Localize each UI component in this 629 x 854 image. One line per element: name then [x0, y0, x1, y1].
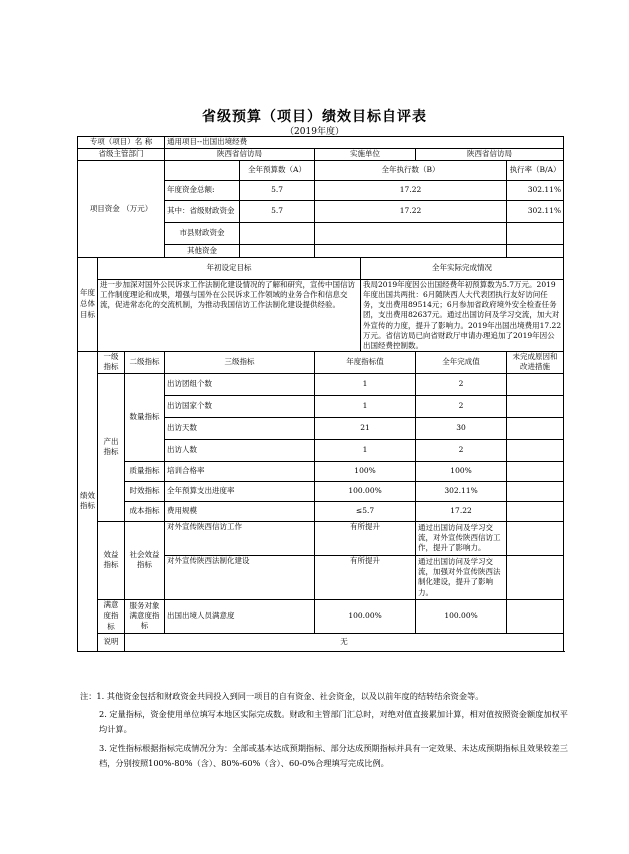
indicator-name: 出访国家个数: [165, 395, 315, 417]
evaluation-table: [77, 136, 564, 652]
impl-label: 实施单位: [315, 149, 416, 161]
indicator-name: 对外宣传陕西信访工作: [165, 521, 315, 555]
indicator-target: 1: [315, 373, 416, 395]
indicator-done: 100.00%: [416, 599, 507, 633]
table-row: [78, 521, 564, 555]
funds-row-rate: 302.11%: [507, 201, 564, 223]
funds-section-label: 项目资金 （万元）: [78, 161, 165, 258]
social-indicator-label: 社会效益指标: [125, 521, 165, 599]
indicator-done-header: 全年完成值: [416, 351, 507, 373]
quantity-indicator-label: 数量指标: [125, 373, 165, 461]
indicators-header-row: [78, 351, 564, 373]
indicator-level2-header: 二级指标: [125, 351, 165, 373]
indicators-section-label: 绩效指标: [78, 351, 98, 651]
indicator-done: 302.11%: [416, 481, 507, 501]
funds-row-exec: [315, 223, 507, 245]
page-title: 省级预算（项目）绩效目标自评表: [202, 109, 427, 125]
funds-row-budget: [240, 245, 315, 258]
goals-header-row: [78, 258, 564, 280]
funds-col-exec: 全年执行数（B）: [315, 161, 507, 181]
output-indicator-label: 产出指标: [98, 373, 125, 521]
note-item: 注：1. 其他资金包括和财政资金共同投入到同一项目的自有资金、社会资金，以及以前年度的结转结余资金等。: [80, 691, 484, 701]
indicator-reason-header: 未完成原因和改进措施: [507, 351, 564, 373]
indicator-done: 30: [416, 417, 507, 439]
funds-col-budget: 全年预算数（A）: [240, 161, 315, 181]
indicator-done: 2: [416, 395, 507, 417]
goals-text-row: [78, 280, 564, 352]
project-name-value: 通用项目--出国出境经费: [165, 137, 564, 149]
dept-value: 陕西省信访局: [165, 149, 315, 161]
indicator-done: 17.22: [416, 501, 507, 521]
funds-row-label: 其他资金: [165, 245, 240, 258]
indicator-level1-header: 一级指标: [98, 351, 125, 373]
indicator-target: 100.00%: [315, 481, 416, 501]
indicator-name: 费用规模: [165, 501, 315, 521]
satisfaction-indicator-label: 满意度指标: [98, 599, 125, 633]
funds-row-label: 其中：省级财政资金: [165, 201, 240, 223]
funds-row-label: 市县财政资金: [165, 223, 240, 245]
indicator-name: 出访天数: [165, 417, 315, 439]
indicator-target: 21: [315, 417, 416, 439]
table-row: [78, 501, 564, 521]
note-item: 2. 定量指标，资金使用单位填写本地区实际完成数。财政和主管部门汇总时，对绝对值直接累加计算，相对值按照资金额度加权平均计算。: [99, 709, 568, 735]
indicator-done: 通过出国访问及学习交流，加强对外宣传陕西法制化建设，提升了影响力。: [416, 555, 507, 599]
funds-col-rate: 执行率（B/A）: [507, 161, 564, 181]
remark-row: [78, 633, 564, 651]
goals-set-text: 进一步加深对国外公民诉求工作法制化建设情况的了解和研究，宣传中国信访工作制度理论和成果，增强与国外在公民诉求工作领域的业务合作和信息交流，促进常态化的交流机制，为推动我国信访工作法制化建设提供经验。: [98, 280, 361, 352]
table-row: [78, 373, 564, 395]
notes: [80, 689, 570, 774]
benefit-indicator-label: 效益指标: [98, 521, 125, 599]
indicator-done: 2: [416, 439, 507, 461]
table-row: [78, 461, 564, 481]
funds-row-exec: 17.22: [315, 201, 507, 223]
funds-row-budget: 5.7: [240, 201, 315, 223]
funds-row-budget: [240, 223, 315, 245]
funds-row-rate: 302.11%: [507, 181, 564, 201]
indicator-name: 对外宣传陕西法制化建设: [165, 555, 315, 599]
service-indicator-label: 服务对象满意度指标: [125, 599, 165, 633]
goals-section-label: 年度总体目标: [78, 258, 98, 352]
remark-label: 说明: [98, 633, 125, 651]
department-row: [78, 149, 564, 161]
funds-row-exec: [315, 245, 507, 258]
project-name-label: 专项（项目）名 称: [78, 137, 165, 149]
funds-row-budget: 5.7: [240, 181, 315, 201]
impl-value: 陕西省信访局: [416, 149, 564, 161]
goals-done-text: 我局2019年度因公出国经费年初预算数为5.7万元。2019年度出国共两批：6月随陕西人大代表团执行友好访问任务，支出费用89514元；6月参加省政府境外安全检查任务团，支出费用82637元。通过出国访问及学习交流，加大对外宣传的力度，提升了影响力。2019年出国出境费用17.22万元。省信访局已向省财政厅申请办理追加了2019年因公出国经费控制数。: [361, 280, 564, 352]
indicator-target: 1: [315, 395, 416, 417]
funds-header-row: [78, 161, 564, 181]
indicator-target: ≤5.7: [315, 501, 416, 521]
indicator-target: 1: [315, 439, 416, 461]
note-item: 3. 定性指标根据指标完成情况分为：全部或基本达成预期指标、部分达成预期指标并具有一定效果、未达成预期指标且效果较差三档，分别按照100%-80%（含）、80%-60%（含）、60-0%合理填写完成比例。: [99, 742, 568, 768]
indicator-target: 100.00%: [315, 599, 416, 633]
table-row: [78, 599, 564, 633]
indicator-done: 2: [416, 373, 507, 395]
table-row: [78, 481, 564, 501]
funds-row-rate: [507, 223, 564, 245]
indicator-name: 出访团组个数: [165, 373, 315, 395]
quality-indicator-label: 质量指标: [125, 461, 165, 481]
goals-done-header: 全年实际完成情况: [361, 258, 564, 280]
indicator-level3-header: 三级指标: [165, 351, 315, 373]
indicator-done: 通过出国访问及学习交流，对外宣传陕西信访工作，提升了影响力。: [416, 521, 507, 555]
cost-indicator-label: 成本指标: [125, 501, 165, 521]
indicator-name: 培训合格率: [165, 461, 315, 481]
indicator-target-header: 年度指标值: [315, 351, 416, 373]
dept-label: 省级主管部门: [78, 149, 165, 161]
year-label: （2019年度）: [285, 127, 344, 137]
funds-row-label: 年度资金总额:: [165, 181, 240, 201]
indicator-name: 出国出境人员满意度: [165, 599, 315, 633]
funds-row-rate: [507, 245, 564, 258]
indicator-target: 有所提升: [315, 521, 416, 555]
funds-row-exec: 17.22: [315, 181, 507, 201]
time-indicator-label: 时效指标: [125, 481, 165, 501]
indicator-target: 100%: [315, 461, 416, 481]
remark-value: 无: [125, 633, 564, 651]
project-name-row: [78, 137, 564, 149]
indicator-name: 全年预算支出进度率: [165, 481, 315, 501]
indicator-target: 有所提升: [315, 555, 416, 599]
indicator-done: 100%: [416, 461, 507, 481]
goals-set-header: 年初设定目标: [98, 258, 361, 280]
indicator-name: 出访人数: [165, 439, 315, 461]
